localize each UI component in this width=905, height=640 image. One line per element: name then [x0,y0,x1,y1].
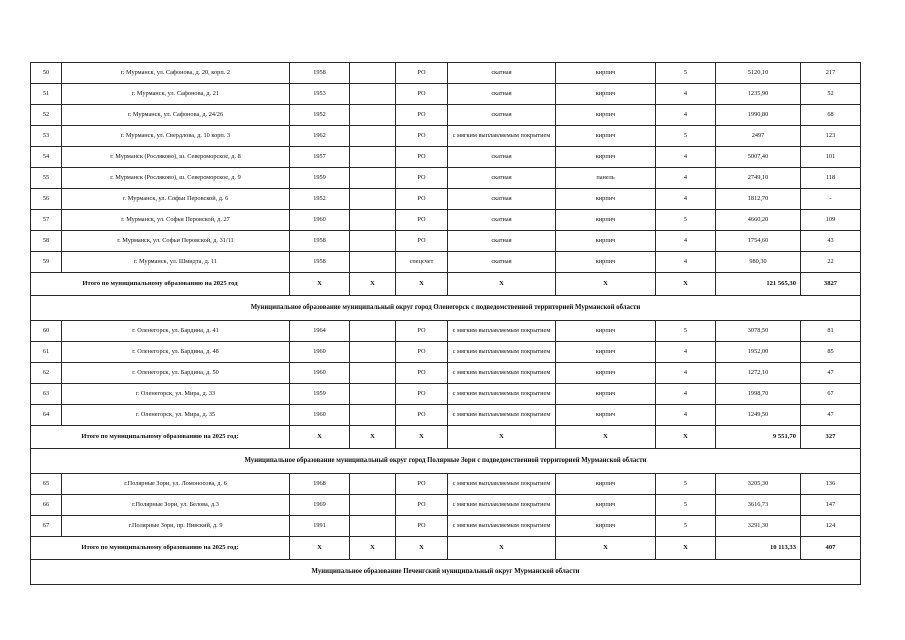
total-residents: 327 [801,426,861,449]
wall-material-cell: кирпич [556,63,656,84]
fund-form-cell: РО [396,210,448,231]
year-cell: 1958 [290,231,350,252]
roof-type-cell: скатная [448,105,556,126]
wall-material-cell: кирпич [556,342,656,363]
address-cell: г. Мурманск, ул. Софьи Перовской, д. 31/11 [62,231,290,252]
section-title: Муниципальное образование муниципальный округ город Полярные Зори с подведомственной территорией Мурманской области [31,449,861,474]
total-x-mark: X [350,273,396,296]
total-x-mark: X [350,426,396,449]
address-cell: г. Мурманск, ул. Софьи Перовской, д. 27 [62,210,290,231]
area-cell: 2749,10 [716,168,801,189]
residents-cell: 43 [801,231,861,252]
row-number-cell: 61 [31,342,62,363]
total-x-mark: X [396,426,448,449]
total-x-mark: X [448,273,556,296]
total-label: Итого по муниципальному образованию на 2025 год: [31,537,290,560]
floors-cell: 5 [656,321,716,342]
roof-type-cell: скатная [448,210,556,231]
residents-cell: 52 [801,84,861,105]
fund-form-cell: РО [396,516,448,537]
area-cell: 3078,50 [716,321,801,342]
area-cell: 1990,80 [716,105,801,126]
address-cell: г. Мурманск, ул. Сафонова, д. 21 [62,84,290,105]
address-cell: г.Полярные Зори, пр. Нивский, д. 9 [62,516,290,537]
address-cell: г. Мурманск, ул. Свердлова, д. 10 корп. 3 [62,126,290,147]
row-number-cell: 63 [31,384,62,405]
fund-form-cell: РО [396,84,448,105]
fund-form-cell: РО [396,189,448,210]
table-row [31,231,861,252]
area-cell: 4660,20 [716,210,801,231]
roof-type-cell: скатная [448,252,556,273]
year-cell: 1958 [290,252,350,273]
year-cell: 1960 [290,363,350,384]
total-label: Итого по муниципальному образованию на 2025 год [31,273,290,296]
table-row [31,516,861,537]
total-row [31,537,861,560]
total-residents: 407 [801,537,861,560]
row-number-cell: 50 [31,63,62,84]
residents-cell: 217 [801,63,861,84]
roof-type-cell: скатная [448,63,556,84]
year-cell: 1958 [290,63,350,84]
wall-material-cell: кирпич [556,495,656,516]
section-title: Муниципальное образование муниципальный округ город Оленегорск с подведомственной территорией Мурманской области [31,296,861,321]
wall-material-cell: кирпич [556,231,656,252]
row-number-cell: 66 [31,495,62,516]
empty-cell [350,189,396,210]
roof-type-cell: с мягким выплавляемым покрытием [448,321,556,342]
roof-type-cell: с мягким выплавляемым покрытием [448,384,556,405]
section-header-row [31,296,861,321]
roof-type-cell: с мягким выплавляемым покрытием [448,342,556,363]
wall-material-cell: панель [556,168,656,189]
row-number-cell: 67 [31,516,62,537]
total-x-mark: X [396,273,448,296]
year-cell: 1969 [290,495,350,516]
year-cell: 1959 [290,384,350,405]
table-row [31,189,861,210]
area-cell: 3616,73 [716,495,801,516]
floors-cell: 5 [656,210,716,231]
empty-cell [350,147,396,168]
floors-cell: 4 [656,342,716,363]
floors-cell: 5 [656,474,716,495]
row-number-cell: 62 [31,363,62,384]
fund-form-cell: РО [396,495,448,516]
table-body [31,63,861,585]
wall-material-cell: кирпич [556,189,656,210]
section-title: Муниципальное образование Печенгский муниципальный округ Мурманской области [31,560,861,585]
fund-form-cell: РО [396,105,448,126]
empty-cell [350,105,396,126]
area-cell: 1812,70 [716,189,801,210]
residents-cell: 68 [801,105,861,126]
total-residents: 3827 [801,273,861,296]
residents-cell: 47 [801,405,861,426]
table-row [31,147,861,168]
roof-type-cell: с мягким выплавляемым покрытием [448,474,556,495]
wall-material-cell: кирпич [556,405,656,426]
total-row [31,273,861,296]
address-cell: г. Оленегорск, ул. Мира, д. 35 [62,405,290,426]
total-x-mark: X [556,273,656,296]
wall-material-cell: кирпич [556,252,656,273]
roof-type-cell: с мягким выплавляемым покрытием [448,516,556,537]
address-cell: г. Мурманск, ул. Софьи Перовской, д. 6 [62,189,290,210]
row-number-cell: 56 [31,189,62,210]
fund-form-cell: спецсчет [396,252,448,273]
area-cell: 2497 [716,126,801,147]
address-cell: г. Мурманск, ул. Сафонова, д. 24/26 [62,105,290,126]
address-cell: г. Мурманск (Росляково), ш. Североморское, д. 8 [62,147,290,168]
wall-material-cell: кирпич [556,210,656,231]
empty-cell [350,384,396,405]
year-cell: 1953 [290,84,350,105]
section-header-row [31,560,861,585]
residents-cell: 81 [801,321,861,342]
floors-cell: 4 [656,147,716,168]
wall-material-cell: кирпич [556,474,656,495]
total-x-mark: X [656,426,716,449]
empty-cell [350,168,396,189]
year-cell: 1968 [290,474,350,495]
total-x-mark: X [290,426,350,449]
total-row [31,426,861,449]
area-cell: 1249,50 [716,405,801,426]
residents-cell: 85 [801,342,861,363]
row-number-cell: 60 [31,321,62,342]
area-cell: 980,30 [716,252,801,273]
year-cell: 1960 [290,405,350,426]
year-cell: 1991 [290,516,350,537]
fund-form-cell: РО [396,168,448,189]
roof-type-cell: скатная [448,189,556,210]
address-cell: г. Оленегорск, ул. Мира, д. 33 [62,384,290,405]
row-number-cell: 54 [31,147,62,168]
area-cell: 1754,60 [716,231,801,252]
total-x-mark: X [396,537,448,560]
address-cell: г.Полярные Зори, ул. Ломоносова, д. 6 [62,474,290,495]
wall-material-cell: кирпич [556,516,656,537]
table-row [31,105,861,126]
year-cell: 1962 [290,126,350,147]
fund-form-cell: РО [396,384,448,405]
area-cell: 3205,30 [716,474,801,495]
area-cell: 3291,30 [716,516,801,537]
residents-cell: 136 [801,474,861,495]
floors-cell: 5 [656,126,716,147]
total-area: 121 565,30 [716,273,801,296]
empty-cell [350,342,396,363]
roof-type-cell: с мягким выплавляемым покрытием [448,363,556,384]
year-cell: 1960 [290,342,350,363]
roof-type-cell: с мягким выплавляемым покрытием [448,126,556,147]
fund-form-cell: РО [396,342,448,363]
fund-form-cell: РО [396,405,448,426]
table-row [31,474,861,495]
row-number-cell: 59 [31,252,62,273]
table-row [31,252,861,273]
floors-cell: 4 [656,105,716,126]
wall-material-cell: кирпич [556,363,656,384]
residents-cell: 147 [801,495,861,516]
empty-cell [350,474,396,495]
floors-cell: 4 [656,84,716,105]
fund-form-cell: РО [396,126,448,147]
fund-form-cell: РО [396,363,448,384]
wall-material-cell: кирпич [556,105,656,126]
residents-cell: 67 [801,384,861,405]
housing-register-table [30,62,861,585]
residents-cell: 123 [801,126,861,147]
empty-cell [350,63,396,84]
total-x-mark: X [290,273,350,296]
roof-type-cell: скатная [448,84,556,105]
roof-type-cell: скатная [448,168,556,189]
address-cell: г.Полярные Зори, ул. Белова, д.3 [62,495,290,516]
floors-cell: 5 [656,516,716,537]
table-row [31,342,861,363]
empty-cell [350,84,396,105]
fund-form-cell: РО [396,147,448,168]
roof-type-cell: с мягким выплавляемым покрытием [448,405,556,426]
table-row [31,126,861,147]
wall-material-cell: кирпич [556,126,656,147]
floors-cell: 4 [656,384,716,405]
address-cell: г. Мурманск, ул. Шмидта, д. 11 [62,252,290,273]
row-number-cell: 53 [31,126,62,147]
total-area: 9 551,70 [716,426,801,449]
row-number-cell: 64 [31,405,62,426]
section-header-row [31,449,861,474]
empty-cell [350,210,396,231]
year-cell: 1959 [290,168,350,189]
floors-cell: 5 [656,495,716,516]
fund-form-cell: РО [396,63,448,84]
table-row [31,84,861,105]
wall-material-cell: кирпич [556,321,656,342]
total-label: Итого по муниципальному образованию на 2025 год: [31,426,290,449]
fund-form-cell: РО [396,231,448,252]
row-number-cell: 65 [31,474,62,495]
row-number-cell: 55 [31,168,62,189]
row-number-cell: 51 [31,84,62,105]
address-cell: г. Мурманск, ул. Сафонова, д. 20, корп. 2 [62,63,290,84]
empty-cell [350,126,396,147]
address-cell: г. Мурманск (Росляково), ш. Североморское, д. 9 [62,168,290,189]
empty-cell [350,405,396,426]
fund-form-cell: РО [396,474,448,495]
table-row [31,363,861,384]
row-number-cell: 52 [31,105,62,126]
floors-cell: 4 [656,231,716,252]
residents-cell: 47 [801,363,861,384]
table-row [31,495,861,516]
residents-cell: 101 [801,147,861,168]
table-row [31,168,861,189]
year-cell: 1957 [290,147,350,168]
empty-cell [350,321,396,342]
total-x-mark: X [290,537,350,560]
empty-cell [350,495,396,516]
row-number-cell: 58 [31,231,62,252]
year-cell: 1952 [290,189,350,210]
total-x-mark: X [448,537,556,560]
total-x-mark: X [556,426,656,449]
floors-cell: 4 [656,363,716,384]
wall-material-cell: кирпич [556,147,656,168]
table-row [31,321,861,342]
total-x-mark: X [448,426,556,449]
total-x-mark: X [656,273,716,296]
total-x-mark: X [656,537,716,560]
residents-cell: 22 [801,252,861,273]
residents-cell: 109 [801,210,861,231]
area-cell: 5007,40 [716,147,801,168]
empty-cell [350,231,396,252]
area-cell: 5120,10 [716,63,801,84]
roof-type-cell: скатная [448,147,556,168]
floors-cell: 4 [656,405,716,426]
area-cell: 1272,10 [716,363,801,384]
floors-cell: 4 [656,168,716,189]
area-cell: 1235,90 [716,84,801,105]
table-row [31,210,861,231]
empty-cell [350,363,396,384]
area-cell: 1952,00 [716,342,801,363]
table-row [31,63,861,84]
total-x-mark: X [556,537,656,560]
roof-type-cell: с мягким выплавляемым покрытием [448,495,556,516]
residents-cell: 124 [801,516,861,537]
floors-cell: 4 [656,252,716,273]
table-row [31,405,861,426]
wall-material-cell: кирпич [556,84,656,105]
address-cell: г. Оленегорск, ул. Бардина, д. 41 [62,321,290,342]
year-cell: 1960 [290,210,350,231]
residents-cell: 118 [801,168,861,189]
floors-cell: 5 [656,63,716,84]
floors-cell: 4 [656,189,716,210]
empty-cell [350,516,396,537]
empty-cell [350,252,396,273]
row-number-cell: 57 [31,210,62,231]
residents-cell: - [801,189,861,210]
address-cell: г. Оленегорск, ул. Бардина, д. 48 [62,342,290,363]
roof-type-cell: скатная [448,231,556,252]
year-cell: 1964 [290,321,350,342]
wall-material-cell: кирпич [556,384,656,405]
total-area: 10 113,33 [716,537,801,560]
fund-form-cell: РО [396,321,448,342]
area-cell: 1998,70 [716,384,801,405]
year-cell: 1952 [290,105,350,126]
total-x-mark: X [350,537,396,560]
address-cell: г. Оленегорск, ул. Бардина, д. 50 [62,363,290,384]
table-row [31,384,861,405]
